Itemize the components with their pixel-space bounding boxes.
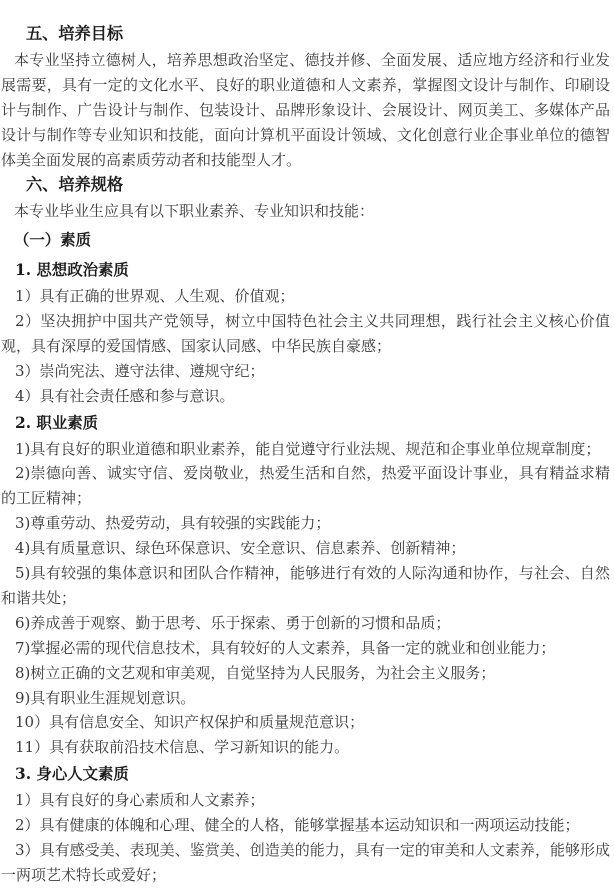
group-1-title: 1. 思想政治素质 <box>15 261 129 280</box>
group-3-item: 3）具有感受美、表现美、鉴赏美、创造美的能力，具有一定的审美和人文素养，能够形成一两项艺术特长或爱好； <box>1 841 610 884</box>
group-2-item: 6)养成善于观察、勤于思考、乐于探索、勇于创新的习惯和品质； <box>15 613 451 632</box>
group-2-item: 9)具有职业生涯规划意识。 <box>15 688 196 707</box>
subsection-suzhi-heading: （一）素质 <box>14 232 91 250</box>
group-2-item: 11）具有获取前沿技术信息、学习新知识的能力。 <box>15 738 350 757</box>
group-2-item: 8)树立正确的文艺观和审美观，自觉坚持为人民服务，为社会主义服务； <box>15 663 496 682</box>
group-2-item: 10）具有信息安全、知识产权保护和质量规范意识； <box>15 713 365 732</box>
group-1-item: 1）具有正确的世界观、人生观、价值观； <box>15 287 295 306</box>
group-2-item: 2)崇德向善、诚实守信、爱岗敬业，热爱生活和自然，热爱平面设计事业，具有精益求精的工匠精神； <box>1 464 610 508</box>
section6-heading: 六、培养规格 <box>26 176 124 195</box>
group-1-item: 2）坚决拥护中国共产党领导，树立中国特色社会主义共同理想，践行社会主义核心价值观，具有深厚的爱国情感、国家认同感、中华民族自豪感； <box>1 311 610 355</box>
section5-paragraph: 本专业坚持立德树人，培养思想政治坚定、德技并修、全面发展、适应地方经济和行业发展需要，具有一定的文化水平、良好的职业道德和人文素养，掌握图文设计与制作、印刷设计与制作、广告设计与制作、包装设计、品牌形象设计、会展设计、网页美工、多媒体产品设计与制作等专业知识和技能，面向计算机平面设计领域、文化创意行业企事业单位的德智体美全面发展的高素质劳动者和技能型人才。 <box>1 50 610 169</box>
group-3-item: 1）具有良好的身心素质和人文素养； <box>15 791 265 810</box>
section5-heading: 五、培养目标 <box>26 25 124 43</box>
group-3-title: 3. 身心人文素质 <box>15 765 129 784</box>
group-2-title: 2. 职业素质 <box>15 413 98 432</box>
group-3-item: 2）具有健康的体魄和心理、健全的人格，能够掌握基本运动知识和一两项运动技能； <box>15 816 580 835</box>
group-2-item: 5)具有较强的集体意识和团队合作精神，能够进行有效的人际沟通和协作，与社会、自然和谐共处； <box>1 564 610 607</box>
group-1-item: 4）具有社会责任感和参与意识。 <box>15 386 235 405</box>
group-2-item: 1)具有良好的职业道德和职业素养，能自觉遵守行业法规、规范和企事业单位规章制度； <box>15 439 601 458</box>
group-2-item: 4)具有质量意识、绿色环保意识、安全意识、信息素养、创新精神； <box>15 539 466 558</box>
group-2-item: 7)掌握必需的现代信息技术，具有较好的人文素养，具备一定的就业和创业能力； <box>15 638 556 657</box>
section6-intro: 本专业毕业生应具有以下职业素养、专业知识和技能： <box>14 202 375 221</box>
group-1-item: 3）崇尚宪法、遵守法律、遵规守纪； <box>15 361 265 380</box>
group-2-item: 3)尊重劳动、热爱劳动，具有较强的实践能力； <box>15 514 331 533</box>
